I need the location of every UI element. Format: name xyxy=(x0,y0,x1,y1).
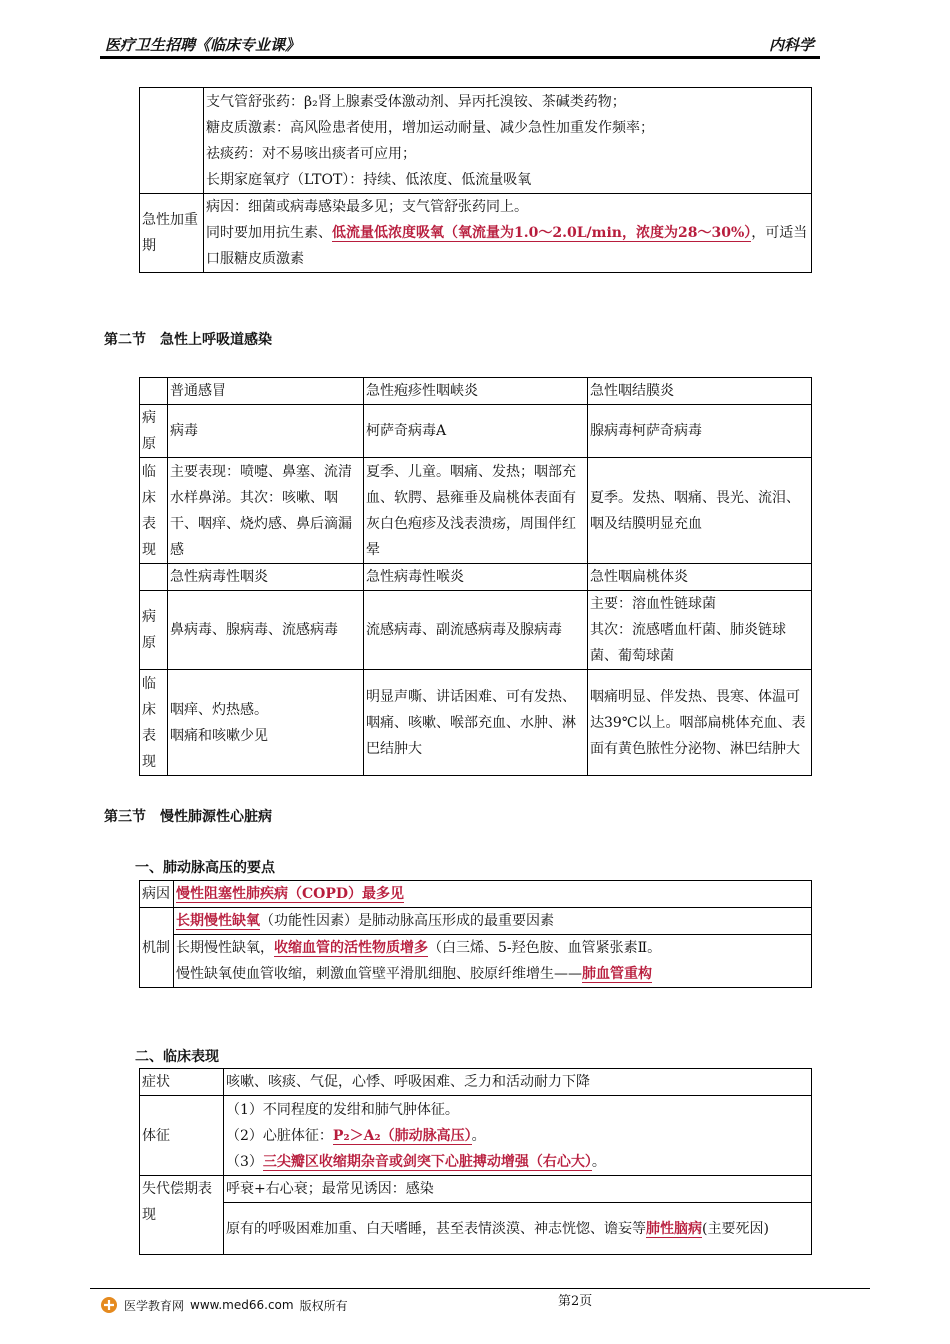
stable-treatment-cell: 支气管舒张药：β₂肾上腺素受体激动剂、异丙托溴铵、茶碱类药物； 糖皮质激素：高风险患者使用，增加运动耐量、减少急性加重发作频率； 祛痰药：对不易咳出痰者可应用； 长期家庭氧疗（LTOT）：持续、低浓度、低流量吸氧 xyxy=(204,88,812,194)
acute-treatment-cell: 病因：细菌或病毒感染最多见；支气管舒张药同上。 同时要加用抗生素、低流量低浓度吸氧（氧流量为1.0～2.0L/min，浓度为28～30%），可适当口服糖皮质激素 xyxy=(204,194,812,273)
highlight: 肺血管重构 xyxy=(582,966,652,982)
empty-cell xyxy=(140,88,204,194)
highlight: 收缩血管的活性物质增多 xyxy=(274,940,428,956)
subsection-title: 一、肺动脉高压的要点 xyxy=(135,860,275,876)
highlight: 慢性阻塞性肺疾病（COPD）最多见 xyxy=(176,886,405,902)
row-label: 病原 xyxy=(140,591,168,670)
header-title: 医疗卫生招聘《临床专业课》 xyxy=(105,36,301,54)
footer-brand: 医学教育网 www.med66.com 版权所有 xyxy=(100,1296,348,1314)
row-label: 临床表现 xyxy=(140,670,168,776)
row-label-acute: 急性加重期 xyxy=(140,194,204,273)
row-label: 临床表现 xyxy=(140,458,168,564)
row-label: 病原 xyxy=(140,405,168,458)
section-title: 第三节 慢性肺源性心脏病 xyxy=(104,809,272,825)
header-rule xyxy=(100,56,820,59)
highlight: 三尖瓣区收缩期杂音或剑突下心脏搏动增强（右心大） xyxy=(262,1153,592,1170)
footer-rule xyxy=(90,1288,870,1289)
pah-table: 病因 慢性阻塞性肺疾病（COPD）最多见 机制 长期慢性缺氧（功能性因素）是肺动脉高压形成的最重要因素 长期慢性缺氧，收缩血管的活性物质增多（白三烯、5-羟色胺、血管紧张素Ⅱ。 慢性缺氧使血管收缩，刺激血管壁平滑肌细胞、胶原纤维增生——肺血管重构 xyxy=(139,880,812,988)
highlight: 低流量低浓度吸氧（氧流量为1.0～2.0L/min，浓度为28～30%） xyxy=(332,225,752,241)
subsection-title: 二、临床表现 xyxy=(135,1049,219,1065)
clinical-table: 症状 咳嗽、咳痰、气促，心悸、呼吸困难、乏力和活动耐力下降 体征 （1）不同程度的发绀和肺气肿体征。 （2）心脏体征：P₂＞A₂（肺动脉高压）。 （3）三尖瓣区收缩期杂音或剑突下心脏搏动增强（右心大）。 失代偿期表现 呼衰+右心衰；最常见诱因：感染 原有的呼吸困难加重、白天嗜睡，甚至表情淡漠、神志恍惚、谵妄等肺性脑病(主要死因) xyxy=(139,1068,812,1255)
uri-table: 普通感冒 急性疱疹性咽峡炎 急性咽结膜炎 病原 病毒 柯萨奇病毒A 腺病毒柯萨奇病毒 临床表现 主要表现：喷嚏、鼻塞、流清水样鼻涕。其次：咳嗽、咽干、咽痒、烧灼感、鼻后滴漏感 夏季、儿童。咽痛、发热；咽部充血、软腭、悬雍垂及扁桃体表面有灰白色疱疹及浅表溃疡，周围伴红晕 夏季。发热、咽痛、畏光、流泪、咽及结膜明显充血 急性病毒性咽炎 急性病毒性喉炎 急性咽扁桃体炎 病原 鼻病毒、腺病毒、流感病毒 流感病毒、副流感病毒及腺病毒 主要：溶血性链球菌 其次：流感嗜血杆菌、肺炎链球菌、葡萄球菌 临床表现 咽痒、灼热感。 咽痛和咳嗽少见 明显声嘶、讲话困难、可有发热、咽痛、咳嗽、喉部充血、水肿、淋巴结肿大 咽痛明显、伴发热、畏寒、体温可达39℃以上。咽部扁桃体充血、表面有黄色脓性分泌物、淋巴结肿大 xyxy=(139,377,812,776)
copd-treatment-table xyxy=(139,87,812,273)
page-number: 第2页 xyxy=(558,1294,593,1309)
highlight: P₂＞A₂（肺动脉高压） xyxy=(332,1127,472,1144)
header-subject: 内科学 xyxy=(768,36,814,54)
highlight: 肺性脑病 xyxy=(646,1220,702,1237)
section-title: 第二节 急性上呼吸道感染 xyxy=(104,332,272,348)
highlight: 长期慢性缺氧 xyxy=(176,913,260,929)
logo-icon xyxy=(100,1296,118,1314)
